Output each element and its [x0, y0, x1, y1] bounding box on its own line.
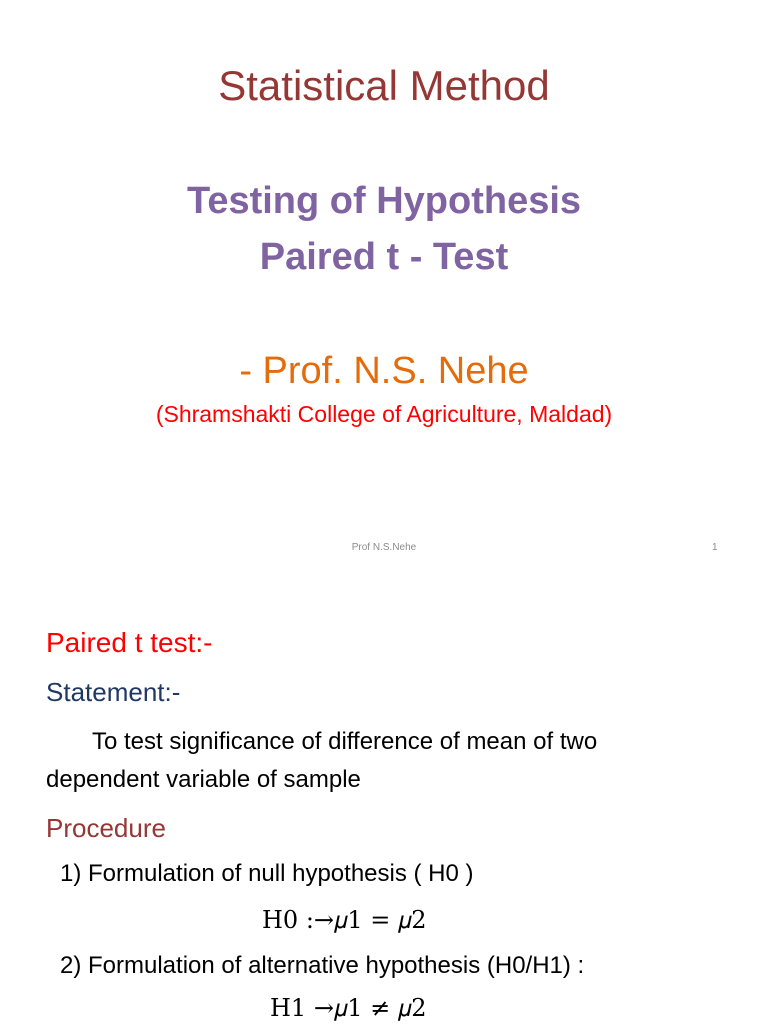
null-hypothesis-formula: H0 :→𝜇1 = 𝜇2 — [262, 906, 427, 934]
slide-subtitle-line-1: Testing of Hypothesis — [186, 180, 582, 222]
slide-page-number: 1 — [712, 542, 718, 553]
author-name: - Prof. N.S. Nehe — [239, 350, 529, 392]
statement-text-line-1: To test significance of difference of mean of two — [92, 728, 598, 755]
slide-subtitle-line-2: Paired t - Test — [259, 236, 509, 278]
procedure-step-1: 1) Formulation of null hypothesis ( H0 ) — [60, 860, 474, 887]
alternative-hypothesis-formula: H1 →𝜇1 ≠ 𝜇2 — [270, 994, 427, 1022]
slide-title: Statistical Method — [218, 62, 550, 109]
procedure-step-2: 2) Formulation of alternative hypothesis (H0/H1) : — [60, 952, 585, 979]
slide-2 — [0, 576, 768, 1024]
statement-label: Statement:- — [46, 677, 181, 707]
college-name: (Shramshakti College of Agriculture, Maldad) — [155, 401, 613, 427]
statement-text-line-2: dependent variable of sample — [46, 766, 361, 793]
slide-footer: Prof N.S.Nehe — [351, 542, 417, 553]
section-heading: Paired t test:- — [46, 627, 213, 658]
procedure-label: Procedure — [46, 813, 166, 843]
